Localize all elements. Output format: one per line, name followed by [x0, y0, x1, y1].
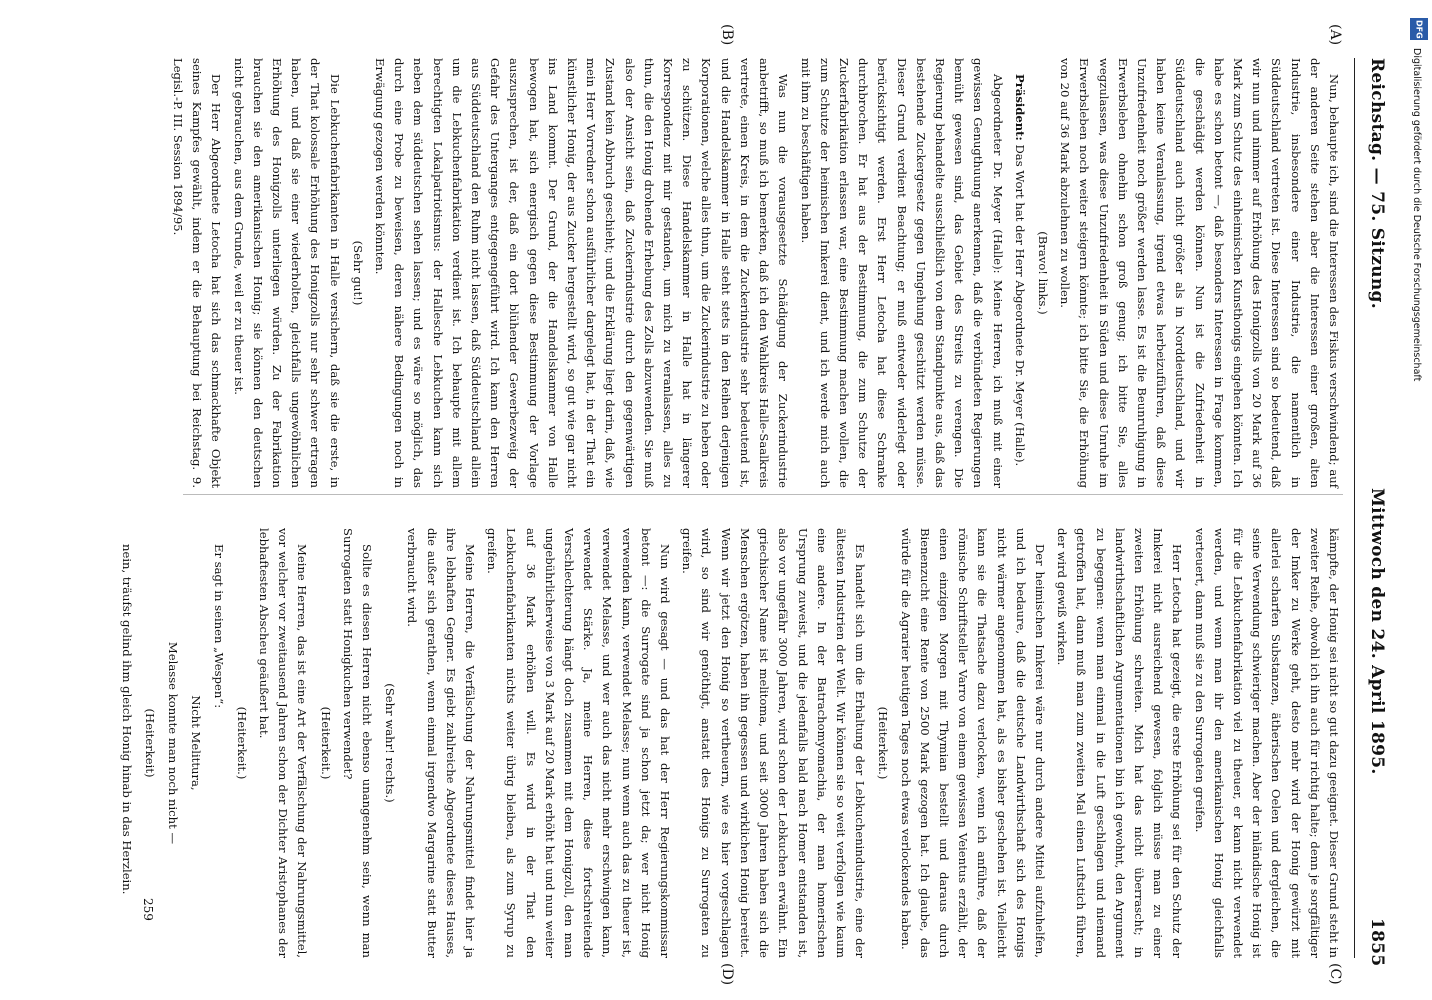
interjection: (Heiterkeit.) [234, 706, 249, 780]
president-label: Präsident: [1012, 74, 1027, 141]
interjection: (Sehr gut!) [350, 240, 365, 306]
rotated-page-content [95, 18, 1395, 986]
paragraph: Der heimischen Imkerei wäre nur durch andere Mittel aufzuhelfen, und ich bedaure, daß die deutsche Landwirthschaft sich des Honigs nicht wärmer angenommen hat, als es bisher geschehen ist. Vielleicht kann sie die Thatsache dazu verlocken, wenn ich anführe, daß der römische Schriftsteller Varro von einem gewissen Veientus erzählt, der einen einzigen Morgen mit Thymian bestellt und daraus durch Bienenzucht eine Rente von 2500 Mark gezogen hat. Ich glaube, das würde für die Agrarier heutigen Tages noch etwas verlockendes haben. [898, 528, 1047, 958]
dfg-credit-text: Digitalisierung gefördert durch die Deutsche Forschungsgemeinschaft [1411, 48, 1422, 382]
interjection: (Heiterkeit.) [876, 706, 891, 780]
column-divider [183, 494, 1343, 495]
paragraph: kämpfte, der Honig sei nicht so gut dazu geeignet. Dieser Grund steht in zweiter Reihe, obwohl ich ihn auch für richtig halte; denn je sorgfältiger der Imker zu Werke geht, desto mehr wird der Honig gewürzt mit allerlei scharfen Substanzen, ätherischen Oelen und dergleichen, die seine Verwendung schwieriger machen. Aber der inländische Honig ist für die Lebkuchenfabrikation viel zu theuer, er kann nicht verwendet werden, und wenn man ihr den amerikanischen Honig gleichfalls verteuert, dann muß sie zu den Surrogaten greifen. [1192, 528, 1341, 958]
paragraph: Der Herr Abgeordnete Letocha hat sich das schmackhafte Objekt seines Kampfes gewählt, indem er die Behauptung bei Reichstag. 9. Legisl.-P. III. Session 1894/95. [171, 58, 224, 488]
page-header [1355, 18, 1395, 978]
president-paragraph [1010, 58, 1029, 488]
paragraph: Abgeordneter Dr. Meyer (Halle): Meine Herren, ich muß mit einer gewissen Genugthuung anerkennen, daß die verbündeten Regierungen bemüht gewesen sind, das Gebiet des Streits zu verengen. Die Regierung behandelte ausschließlich von dem Standpunkte aus, daß das bestehende Zuckergesetz gegen Umgehung geschützt werden müsse. Dieser Grund verdient Beachtung; er muß entweder widerlegt oder berücksichtigt werden. Erst Herr Letocha hat diese Schranke durchbrochen. Er hat aus der Bestimmung, die zum Schutze der Zuckerfabrikation erlassen war, eine Bestimmung machen wollen, die zum Schutze der heimischen Imkerei dient, und ich werde mich auch mit ihm zu beschäftigen haben. [798, 58, 1005, 488]
president-text: Das Wort hat der Herr Abgeordnete Dr. Meyer (Halle). [1012, 144, 1027, 467]
interjection: (Sehr wahr! rechts.) [383, 683, 398, 803]
paragraph: Nun, behaupte ich, sind die Interessen des Fiskus verschwindend; auf der anderen Seite stehen aber die Interessen einer großen, alten Industrie, insbesondere einer Industrie, die namentlich in Süddeutschland vertreten ist. Diese Interessen sind so bedeutend, daß wir nun und nimmer auf Erhöhung des Honigzolls von 20 Mark auf 36 Mark zum Schutz des einheimischen Kunsthonigs eingehen könnten. Ich habe es schon betont —, daß besonders Interessen in Frage kommen, die geschädigt werden können. Nun ist die Zufriedenheit in Süddeutschland auch nicht größer als in Norddeutschland, und wir haben keine Veranlassung, irgend etwas herbeizuführen, daß diese Unzufriedenheit noch größer werden lasse. Es ist die Beunruhigung in Erwerbsleben ohnehin schon groß genug; ich bitte Sie, alles wegzulassen, was diese Unzufriedenheit in Süden und diese Unruhe im Erwerbsleben noch weiter steigern könnte; ich bitte Sie, die Erhöhung von 20 auf 36 Mark abzulehnen zu wollen. [1058, 58, 1341, 488]
paragraph: Meine Herren, das ist eine Art der Verfälschung der Nahrungsmittel, vor welcher vor zweitausend Jahren schon der Dichter Aristophanes der lebhaftesten Abscheu geäußert hat. [257, 528, 310, 958]
paragraph: Was nun die vorausgesetzte Schädigung der Zuckerindustrie anbetrifft, so muß ich bemerken, daß ich den Wahlkreis Halle-Saalkreis vertrete, einen Kreis, in dem die Zuckerindustrie sehr bedeutend ist, und die Handelskammer in Halle steht stets in den Reihen derjenigen Korporationen, welche alles thun, um die Zuckerindustrie zu heben oder zu schützen. Diese Handelskammer in Halle hat in längerer Korrespondenz mit mir gestanden, um mich zu veranlassen, alles zu thun, die den Honig drohende Erhebung des Zolls abzuwenden. Sie muß also der Ansicht sein, daß Zuckerindustrie durch den gegenwärtigen Zustand kein Abbruch geschieht; und die Erklärung liegt darin, daß, wie mein Herr Vorredner schon ausführlicher dargelegt hat, in der That ein künstlicher Honig, der aus Zucker hergestellt wird, so gut wie gar nicht ins Land kommt. Der Grund, der die Handelskammer von Halle bewogen hat, sich energisch gegen diese Bestimmung der Vorlage auszusprechen, ist der, daß ein dort blühender Gewerbezweig der Gefahr des Unterganges entgegengeführt wird. Ich kann den Herren aus Süddeutschland den Ruhm nicht lassen, daß Süddeutschland allein um die Lebkuchenfabrikation verdient ist. Ich behaupte mit allem berechtigten Lokalpatriotismus: der Hallesche Lebkuchen kann sich neben dem süddeutschen sehen lassen; und es wäre so möglich, das durch eine Probe zu beweisen, deren nähere Bedingungen noch in Erwägung gezogen werden könnten. [373, 58, 791, 488]
header-date: Mittwoch den 24. April 1895. [1367, 488, 1387, 775]
margin-mark-c: (C) [1327, 963, 1343, 985]
verse-line: Melasse konnte man noch nicht — [166, 641, 181, 845]
paragraph: Nun wird gesagt — und das hat der Herr Regierungskommissar betont —: die Surrogate sind ja schon jetzt da; wer nicht Honig verwenden kann, verwendet Melasse; nun wenn auch das zu theuer ist, verwendet Melasse, und wer auch das nicht mehr erschwingen kann, verwendet Stärke. Ja, meine Herren, diese fortschreitende Verschlechterung hängt doch zusammen mit dem Honigzoll, den man ungebührlicherweise von 3 Mark auf 20 Mark erhöht hat und nun weiter auf 36 Mark erhöhen will. Es wird in der That den Lebkuchenfabrikanten nichts weiter übrig bleiben, als zum Syrup zu greifen. [485, 528, 673, 958]
bottom-page-number: 259 [141, 898, 155, 921]
interjection: (Heiterkeit) [143, 708, 158, 778]
header-rule [1354, 58, 1355, 958]
paragraph: Die Lebkuchenfabrikanten in Halle versichern, daß sie die erste, in der That kolossale Erhöhung des Honigzolls nur sehr schwer ertragen haben, und daß sie einer wiederholten, gleichfalls ungewöhnlichen Erhöhung des Honigzolls unterliegen würden. Zu der Fabrikation brauchen sie den amerikanischen Honig; sie können den deutschen nicht gebrauchen, aus dem Grunde, weil er zu theuer ist. [231, 58, 342, 488]
header-page-number: 1855 [1367, 918, 1387, 967]
paragraph: Er sagt in seinen „Wespen“: [211, 544, 226, 709]
paragraph: Sollte es diesen Herren nicht ebenso unangenehm sein, wenn man Surrogaten statt Honigkuchen verwendet? [340, 528, 375, 958]
margin-mark-b: (B) [719, 24, 735, 46]
paragraph: Herr Letocha hat gezeigt, die erste Erhöhung sei für den Schutz der Imkerei nicht ausreichend gewesen, folglich müsse man zu einer zweiten Erhöhung schreiten. Mich hat das nicht überrascht; in landwirthschaftlichen Argumentationen bin ich gewohnt, den Argument zu begegnen: wenn man einmal in die Luft geschlagen und niemand getroffen hat, dann muß man zum zweiten Mal einen Luftstich führen, der wird gewiß wirken. [1055, 528, 1185, 958]
margin-mark-a: (A) [1327, 24, 1343, 46]
paragraph: Meine Herren, die Verfälschung der Nahrungsmittel findet hier ja ihre lebhaften Gegner. Es giebt zahlreiche Abgeordnete dieses Hauses, die außer sich gerathen, wenn einmal irgendwo Margarine statt Butter verbraucht wird. [405, 528, 478, 958]
paragraph: nein, träufst gelind ihm gleich Honig hinab in das Herzlein. [119, 544, 134, 895]
left-column [163, 58, 1343, 488]
interjection: (Heiterkeit.) [318, 706, 333, 780]
verse-line: Nicht Melittura, [189, 695, 204, 791]
margin-mark-d: (D) [719, 963, 735, 986]
dfg-logo-icon: DFG [1410, 18, 1428, 40]
interjection: (Bravo! links.) [1035, 231, 1050, 315]
paragraph: Es handelt sich um die Erhaltung der Lebkuchenindustrie, eine der ältesten Industrien der Welt. Wir können sie so weit verfolgen wie kaum eine andere. In der Batrachomyomachia, der man homerischen Ursprung zuweist, und die jedenfalls bald nach Homer entstanden ist, also vor ungefähr 3000 Jahren, wird schon der Lebkuchen erwähnt. Ein griechischer Name ist melitoma, und seit 3000 Jahren haben sich die Menschen ergötzen, haben ihn gegessen und wirklichen Honig bereitet. Wenn wir jetzt den Honig so vertheuern, wie es hier vorgeschlagen wird, so sind wir genöthigt, anstatt des Honigs zu Surrogaten zu greifen. [680, 528, 868, 958]
dfg-banner [1406, 14, 1432, 986]
header-session: Reichstag. — 75. Sitzung. [1367, 58, 1387, 309]
